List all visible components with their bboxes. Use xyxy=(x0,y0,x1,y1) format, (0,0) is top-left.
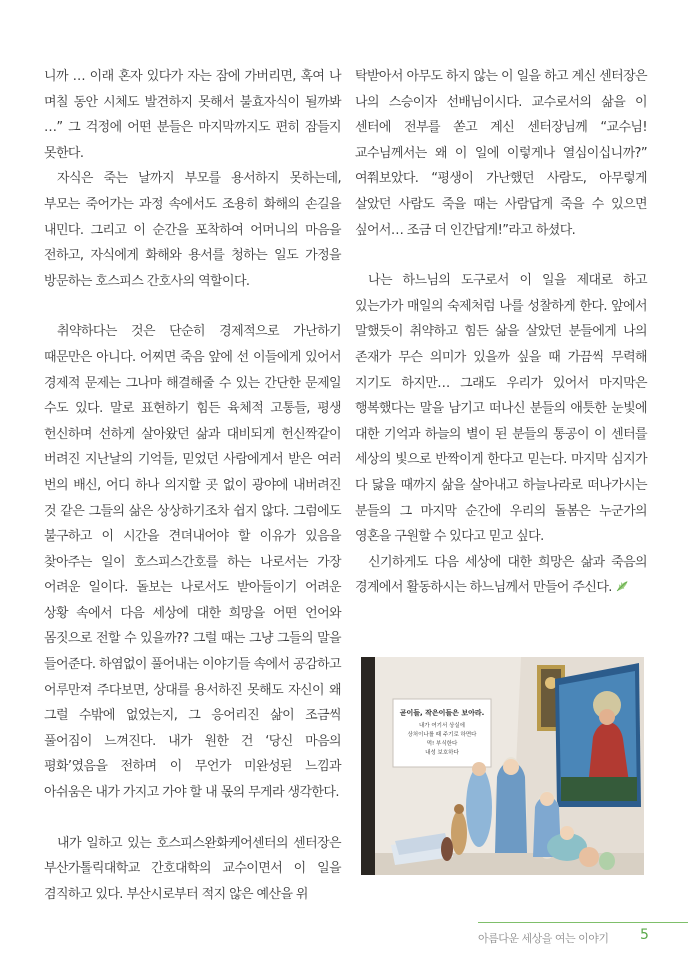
paragraph: 자식은 죽는 날까지 부모를 용서하지 못하는데, 부모는 죽어가는 과정 속에서도 조용히 화해의 손길을 내민다. 그리고 이 순간을 포착하여 어머니의 마음을 전하고, 자식에게 화해와 용서를 청하는 일도 가정을 방문하는 호스피스 간호사의 역할이다. xyxy=(44,171,341,289)
sign-line-5: 내성 보호하다 xyxy=(425,750,459,756)
leaf-icon xyxy=(615,579,629,593)
footer-title: 아름다운 세상을 여는 이야기 xyxy=(478,932,609,945)
left-text-column xyxy=(44,64,341,907)
sign-line-1: 곧이들, 작은이들은 보아라. xyxy=(399,709,485,717)
paragraph: 내가 일하고 있는 호스피스완화케어센터의 센터장은 부산가톨릭대학교 간호대학의 교수이면서 이 일을 겸직하고 있다. 부산시로부터 적지 않은 예산을 위 xyxy=(44,835,341,902)
photo-religious-statues xyxy=(361,657,644,875)
page-number: 5 xyxy=(640,927,649,943)
paragraph: 나는 하느님의 도구로서 이 일을 제대로 하고 있는가가 매일의 숙제처럼 나를 성찰하게 한다. 앞에서 말했듯이 취약하고 힘든 삶을 살았던 분들에게 나의 존재가 무슨 의미가 있을까 싶을 때 가끔씩 무력해 지기도 하지만… 그래도 우리가 있어서 마지막은 행복했다는 말을 남기고 떠나신 분들의 애틋한 눈빛에 대한 기억과 하늘의 별이 된 분들의 통공이 이 센터를 세상의 빛으로 반짝이게 한다고 믿는다. 마지막 심지가 다 닳을 때까지 삶을 살아내고 하늘나라로 떠나가시는 분들의 그 마지막 순간에 우리의 돌봄은 누군가의 영혼을 구원할 수 있다고 믿고 싶다. xyxy=(355,273,647,545)
sign-line-3: 상처이나를 때 주기로 하면다 xyxy=(407,732,477,738)
paragraph: 취약하다는 것은 단순히 경제적으로 가난하기 때문만은 아니다. 어찌면 죽음 앞에 선 이들에게 있어서 경제적 문제는 그나마 해결해줄 수 있는 간단한 문제일 수도 있다. 말로 표현하기 힘든 육체적 고통들, 평생 헌신하며 선하게 살아왔던 삶과 대비되게 헌신짝같이 버려진 지난날의 기억들, 믿었던 사람에게서 받은 여러 번의 배신, 어디 하나 의지할 곳 없이 광야에 내버려진 것 같은 그들의 삶은 상상하기조차 쉽지 않다. 그럼에도 불구하고 이 시간을 견뎌내어야 할 이유가 있음을 찾아주는 일이 호스피스간호를 하는 나로서는 가장 어려운 일이다. 돌보는 나로서도 받아들이기 어려운 상황 속에서 다음 세상에 대한 희망을 어떤 언어와 몸짓으로 전할 수 있을까?? 그럴 때는 그냥 그들의 말을 들어준다. 하염없이 풀어내는 이야기들 속에서 공감하고 어루만져 주다보면, 상대를 용서하진 못해도 자신이 왜 그럴 수밖에 없었는지, 그 응어리진 삶이 조금씩 풀어짐이 느껴진다. 내가 원한 건 ‘당신 마음의 평화’였음을 전하며 이 무언가 미완성된 느낌과 아쉬움은 내가 가지고 가야 할 내 몫의 무게라 생각한다. xyxy=(44,324,341,801)
photo-illustration xyxy=(361,657,644,875)
right-text-column xyxy=(355,64,647,601)
paragraph-text: 신기하게도 다음 세상에 대한 희망은 삶과 죽음의 경계에서 활동하시는 하느님께서 만들어 주신다. xyxy=(355,554,647,596)
sign-line-2: 내가 여기서 상실에 xyxy=(418,723,466,729)
paragraph: 니까 … 이래 혼자 있다가 자는 잠에 가버리면, 혹여 나 며칠 동안 시체도 발견하지 못해서 불효자식이 될까봐 …” 그 걱정에 어떤 분들은 마지막까지도 편히 잠들지 못한다. xyxy=(44,69,341,161)
footer-divider xyxy=(478,922,688,923)
final-paragraph xyxy=(355,550,647,601)
paragraph: 탁받아서 아무도 하지 않는 이 일을 하고 계신 센터장은 나의 스승이자 선배님이시다. 교수로서의 삶을 이 센터에 전부를 쏟고 계신 센터장님께 “교수님! 교수님께서는 왜 이 일에 이렇게나 열심이십니까?” 여쭤보았다. “평생이 가난했던 사람도, 아무렇게 살았던 사람도 죽을 때는 사람답게 죽을 수 있으면 싶어서… 조금 더 인간답게!”라고 하셨다. xyxy=(355,69,647,238)
sign-line-4: 먹! 부식한다 xyxy=(426,741,458,747)
